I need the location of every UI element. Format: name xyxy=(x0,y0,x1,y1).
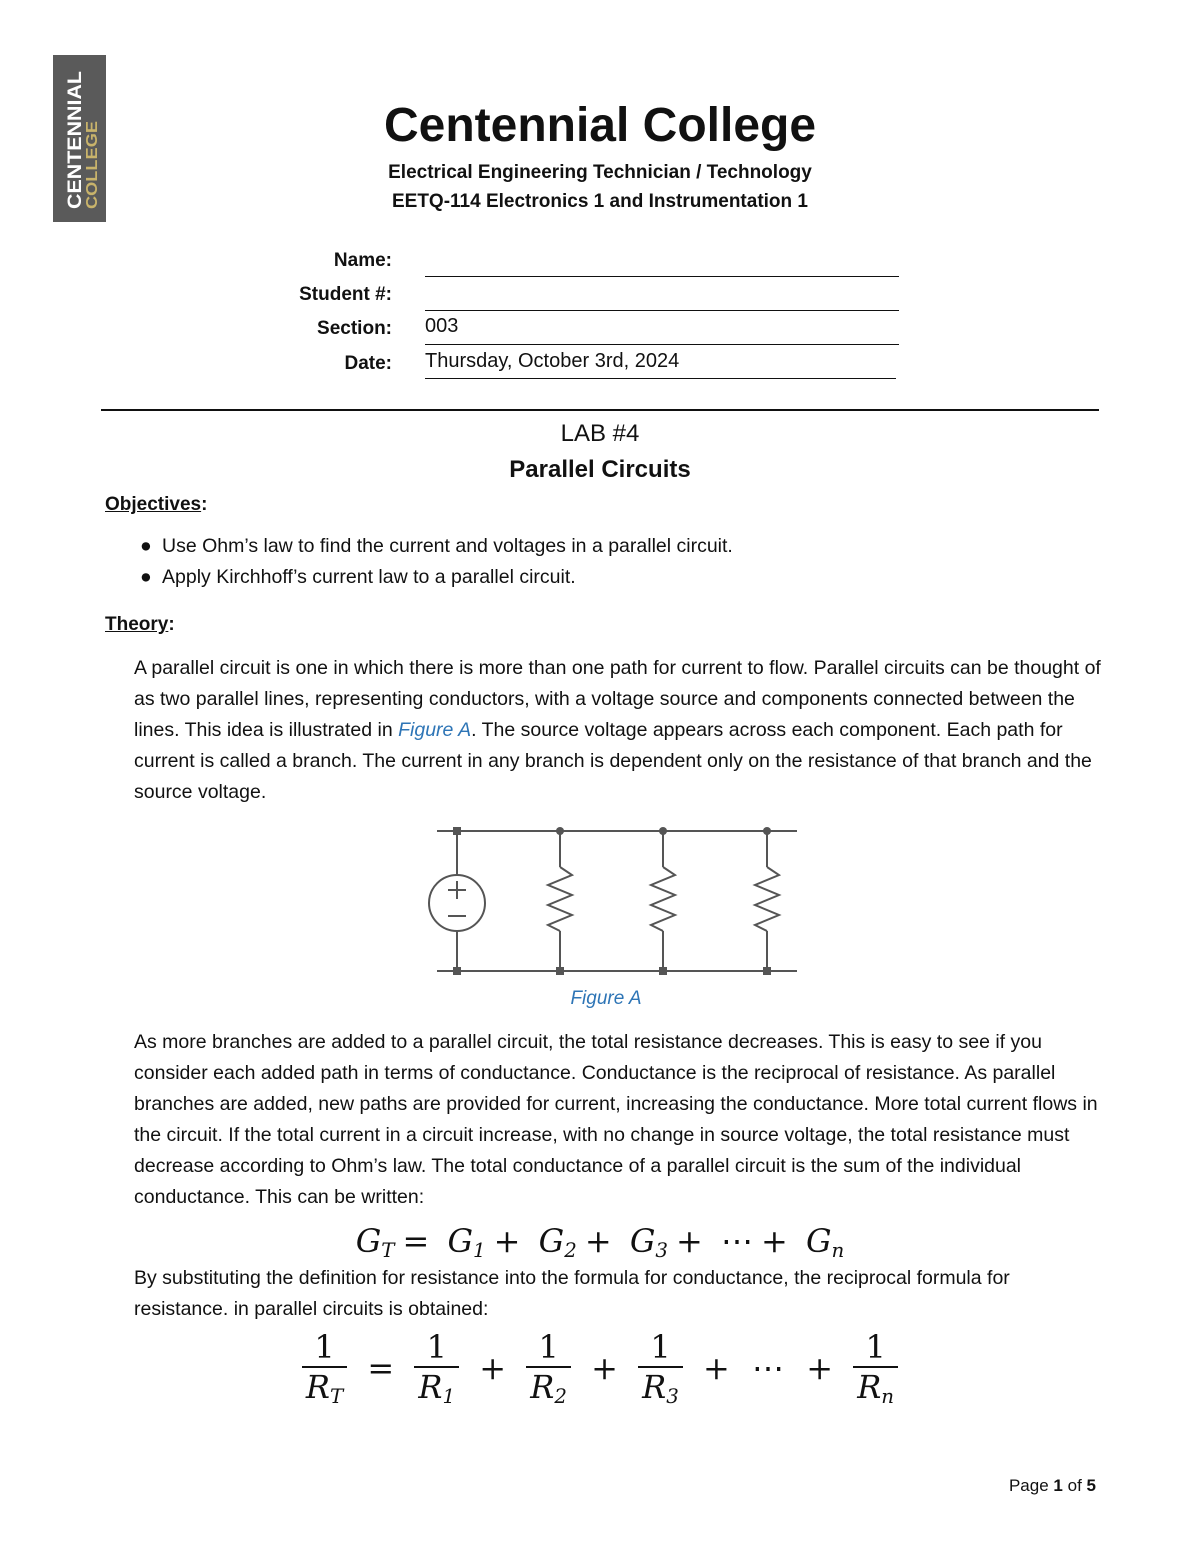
student-underline xyxy=(425,310,899,311)
header-divider xyxy=(101,409,1099,411)
theory-paragraph-3: By substituting the definition for resistance into the formula for conductance, the reciprocal formula for resistance. in parallel circuits is obtained: xyxy=(134,1267,1010,1320)
program-name: Electrical Engineering Technician / Technology xyxy=(388,162,812,183)
date-field[interactable]: Thursday, October 3rd, 2024 xyxy=(425,350,680,372)
lab-number: LAB #4 xyxy=(560,420,640,447)
fraction-r3: $\frac{1}{R_3}$ xyxy=(638,1328,683,1408)
resistance-equation: $\frac{1}{R_T}$ = $\frac{1}{R_1}$ + $\frac{1}{R_2}$ + $\frac{1}{R_3}$ + ⋯ + $\frac{1}{R_n}$ xyxy=(0,1328,1200,1408)
objectives-heading: Objectives: xyxy=(105,494,208,515)
resistor-2-icon xyxy=(651,867,675,931)
parallel-circuit-diagram xyxy=(420,820,810,985)
conductance-equation: $G_T = G_1 + G_2 + G_3$ + ⋯ + $G_n$ xyxy=(355,1222,845,1262)
figure-caption: Figure A xyxy=(570,988,642,1009)
theory-paragraph-1: A parallel circuit is one in which there is more than one path for current to flow. Parallel circuits can be thought of as two parallel lines, representing conductors, with a voltage source and components connected between the lines. This idea is illustrated in Figure A. The source voltage appears across each component. Each path for current is called a branch. The current in any branch is dependent only on the resistance of that branch and the source voltage. xyxy=(134,657,1101,803)
bullet-icon: ● xyxy=(140,566,152,588)
date-underline xyxy=(425,378,896,379)
fraction-rn: $\frac{1}{R_n}$ xyxy=(853,1328,898,1408)
section-label: Section: xyxy=(317,318,392,339)
logo-line2: COLLEGE xyxy=(84,131,101,209)
student-label: Student #: xyxy=(299,284,392,305)
figure-a-link[interactable]: Figure A xyxy=(398,719,472,741)
fraction-r1: $\frac{1}{R_1}$ xyxy=(414,1328,459,1408)
section-underline xyxy=(425,344,899,345)
lab-topic: Parallel Circuits xyxy=(509,456,691,483)
resistor-1-icon xyxy=(548,867,572,931)
name-label: Name: xyxy=(333,250,392,271)
logo-line1: CENTENNIAL xyxy=(65,86,86,209)
bullet-icon: ● xyxy=(140,535,152,557)
course-name: EETQ-114 Electronics 1 and Instrumentation 1 xyxy=(391,191,808,212)
section-field[interactable]: 003 xyxy=(425,315,459,337)
date-label: Date: xyxy=(344,353,392,374)
college-title: Centennial College xyxy=(383,99,817,152)
objective-item-2: ● Apply Kirchhoff’s current law to a parallel circuit. xyxy=(140,566,576,588)
name-underline xyxy=(425,276,899,277)
theory-heading: Theory: xyxy=(105,614,175,635)
theory-paragraph-2: As more branches are added to a parallel circuit, the total resistance decreases. This is easy to see if you consider each added path in terms of conductance. Conductance is the reciprocal of resistance. As parallel branches are added, new paths are provided for current, increasing the conductance. More total current flows in the circuit. If the total current in a circuit increase, with no change in source voltage, the total resistance must decrease according to Ohm’s law. The total conductance of a parallel circuit is the sum of the individual conductance. This can be written: xyxy=(134,1031,1098,1208)
objective-item-1: ● Use Ohm’s law to find the current and voltages in a parallel circuit. xyxy=(140,535,733,557)
fraction-r2: $\frac{1}{R_2}$ xyxy=(526,1328,571,1408)
fraction-rt: $\frac{1}{R_T}$ xyxy=(302,1328,347,1408)
resistor-3-icon xyxy=(755,867,779,931)
page-number: Page 1 of 5 xyxy=(1008,1476,1096,1495)
